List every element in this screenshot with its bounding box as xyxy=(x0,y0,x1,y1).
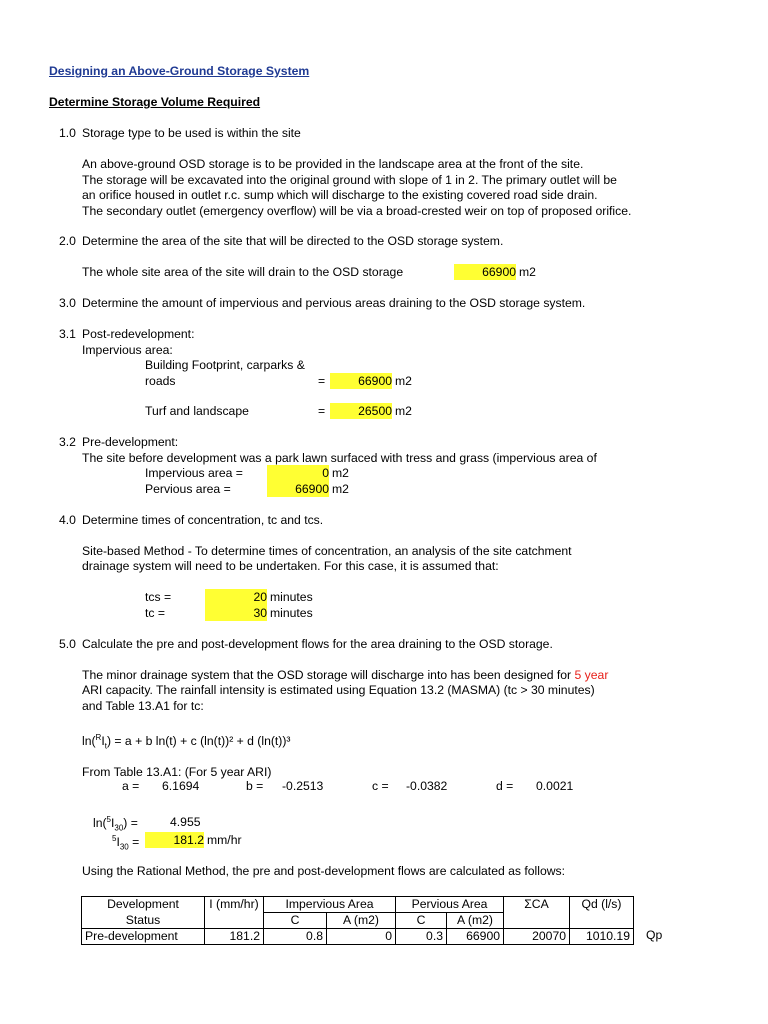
step-text: Determine times of concentration, tc and tcs. xyxy=(82,513,324,527)
table-reference: From Table 13.A1: (For 5 year ARI) xyxy=(82,765,272,779)
step-number: 2.0 xyxy=(59,234,76,248)
table-subheader-row xyxy=(82,913,634,929)
step-text: Calculate the pre and post-development flows for the area draining to the OSD storage. xyxy=(82,637,553,651)
pervious-area-value: 66900 xyxy=(267,481,329,497)
tcs-value: 20 xyxy=(205,589,267,605)
header-qd: Qd (l/s) xyxy=(570,897,634,913)
paragraph-line: The whole site area of the site will drain to the OSD storage xyxy=(82,265,404,279)
document-title: Designing an Above-Ground Storage System xyxy=(49,64,310,78)
section-heading: Determine Storage Volume Required xyxy=(49,95,261,109)
ln-intensity-label: $\ln(^5I_{30})$ = xyxy=(93,815,138,833)
qp-tag: Qp xyxy=(646,928,663,942)
roads-label: roads xyxy=(145,374,176,388)
table-row xyxy=(82,929,634,945)
step-number: 3.1 xyxy=(59,327,76,341)
coef-c-value: -0.0382 xyxy=(406,779,448,793)
header-perv-c: C xyxy=(396,913,447,929)
unit-label: minutes xyxy=(270,606,313,620)
site-area-value: 66900 xyxy=(454,264,516,280)
header-imp-c: C xyxy=(264,913,327,929)
paragraph-line: Site-based Method - To determine times of concentration, an analysis of the site catchment xyxy=(82,544,572,558)
coef-b-value: -0.2513 xyxy=(282,779,324,793)
paragraph-line: The site before development was a park lawn surfaced with tress and grass (impervious area of xyxy=(82,451,597,465)
step-text: Post-redevelopment: xyxy=(82,327,195,341)
row-perv-c: 0.3 xyxy=(396,929,447,945)
flows-table xyxy=(81,896,634,945)
step-number: 3.2 xyxy=(59,435,76,449)
paragraph-line: The storage will be excavated into the original ground with slope of 1 in 2. The primary outlet will be xyxy=(82,173,617,187)
building-area-value: 66900 xyxy=(330,373,392,389)
unit-label: m2 xyxy=(332,466,349,480)
intensity-value: 181.2 xyxy=(145,832,204,848)
tc-value: 30 xyxy=(205,605,267,621)
row-status: Pre-development xyxy=(82,929,205,945)
paragraph-line: an orifice housed in outlet r.c. sump which will discharge to the existing covered road side drain. xyxy=(82,188,598,202)
row-sum-ca: 20070 xyxy=(504,929,570,945)
paragraph-line: The secondary outlet (emergency overflow) will be via a broad-crested weir on top of proposed orifice. xyxy=(82,204,632,218)
coef-b-label: b = xyxy=(246,779,264,793)
header-perv-a: A (m2) xyxy=(447,913,504,929)
header-development: Development xyxy=(82,897,205,913)
empty-cell xyxy=(205,913,264,929)
intensity-unit: mm/hr xyxy=(207,833,242,847)
tcs-label: tcs = xyxy=(145,590,172,604)
row-imp-a: 0 xyxy=(327,929,396,945)
row-perv-a: 66900 xyxy=(447,929,504,945)
step-text: Determine the amount of impervious and pervious areas draining to the OSD storage system. xyxy=(82,296,586,310)
paragraph-line: ARI capacity. The rainfall intensity is estimated using Equation 13.2 (MASMA) (tc > 30 minutes) xyxy=(82,683,595,697)
step-number: 4.0 xyxy=(59,513,76,527)
turf-label: Turf and landscape xyxy=(145,404,249,418)
tc-label: tc = xyxy=(145,606,165,620)
unit-label: m2 xyxy=(519,265,536,279)
unit-label: minutes xyxy=(270,590,313,604)
coef-a-label: a = xyxy=(122,779,140,793)
header-status: Status xyxy=(82,913,205,929)
table-header-row xyxy=(82,897,634,913)
unit-label: m2 xyxy=(395,404,412,418)
header-impervious-area: Impervious Area xyxy=(264,897,396,913)
header-sum-ca: ΣCA xyxy=(504,897,570,913)
coef-a-value: 6.1694 xyxy=(162,779,200,793)
coef-d-label: d = xyxy=(496,779,514,793)
header-imp-a: A (m2) xyxy=(327,913,396,929)
impervious-label: Impervious area: xyxy=(82,343,173,357)
header-pervious-area: Pervious Area xyxy=(396,897,504,913)
unit-label: m2 xyxy=(395,374,412,388)
turf-area-value: 26500 xyxy=(330,403,392,419)
row-imp-c: 0.8 xyxy=(264,929,327,945)
equals-sign: = xyxy=(318,374,326,388)
coef-c-label: c = xyxy=(372,779,389,793)
impervious-area-value: 0 xyxy=(267,465,329,481)
equals-sign: = xyxy=(318,404,326,418)
coef-d-value: 0.0021 xyxy=(536,779,574,793)
step-text: Storage type to be used is within the site xyxy=(82,126,301,140)
paragraph-text: The minor drainage system that the OSD storage will discharge into has been designed for xyxy=(82,668,572,682)
step-text: Pre-development: xyxy=(82,435,179,449)
ari-highlight: 5 year xyxy=(574,668,609,682)
impervious-area-label: Impervious area = xyxy=(145,466,243,480)
header-intensity: I (mm/hr) xyxy=(205,897,264,913)
paragraph-line: An above-ground OSD storage is to be provided in the landscape area at the front of the site. xyxy=(82,157,584,171)
empty-cell xyxy=(504,913,570,929)
step-text: Determine the area of the site that will be directed to the OSD storage system. xyxy=(82,234,504,248)
building-footprint-label: Building Footprint, carparks & xyxy=(145,358,305,372)
step-number: 5.0 xyxy=(59,637,76,651)
pervious-area-label: Pervious area = xyxy=(145,482,231,496)
ln-intensity-value: 4.955 xyxy=(170,815,201,829)
row-intensity: 181.2 xyxy=(205,929,264,945)
row-qd: 1010.19 xyxy=(570,929,634,945)
paragraph-line xyxy=(82,668,608,683)
rational-method-text: Using the Rational Method, the pre and post-development flows are calculated as follows: xyxy=(82,864,566,878)
paragraph-line: drainage system will need to be undertaken. For this case, it is assumed that: xyxy=(82,559,499,573)
empty-cell xyxy=(570,913,634,929)
unit-label: m2 xyxy=(332,482,349,496)
intensity-equation: $\ln(^RI_t) = a + b$ ln(t) + c (ln(t))² + d (ln(t))³ xyxy=(82,733,291,751)
step-number: 1.0 xyxy=(59,126,76,140)
paragraph-line: and Table 13.A1 for tc: xyxy=(82,699,204,713)
intensity-label: $^5I_{30}$ = xyxy=(112,834,140,852)
step-number: 3.0 xyxy=(59,296,76,310)
